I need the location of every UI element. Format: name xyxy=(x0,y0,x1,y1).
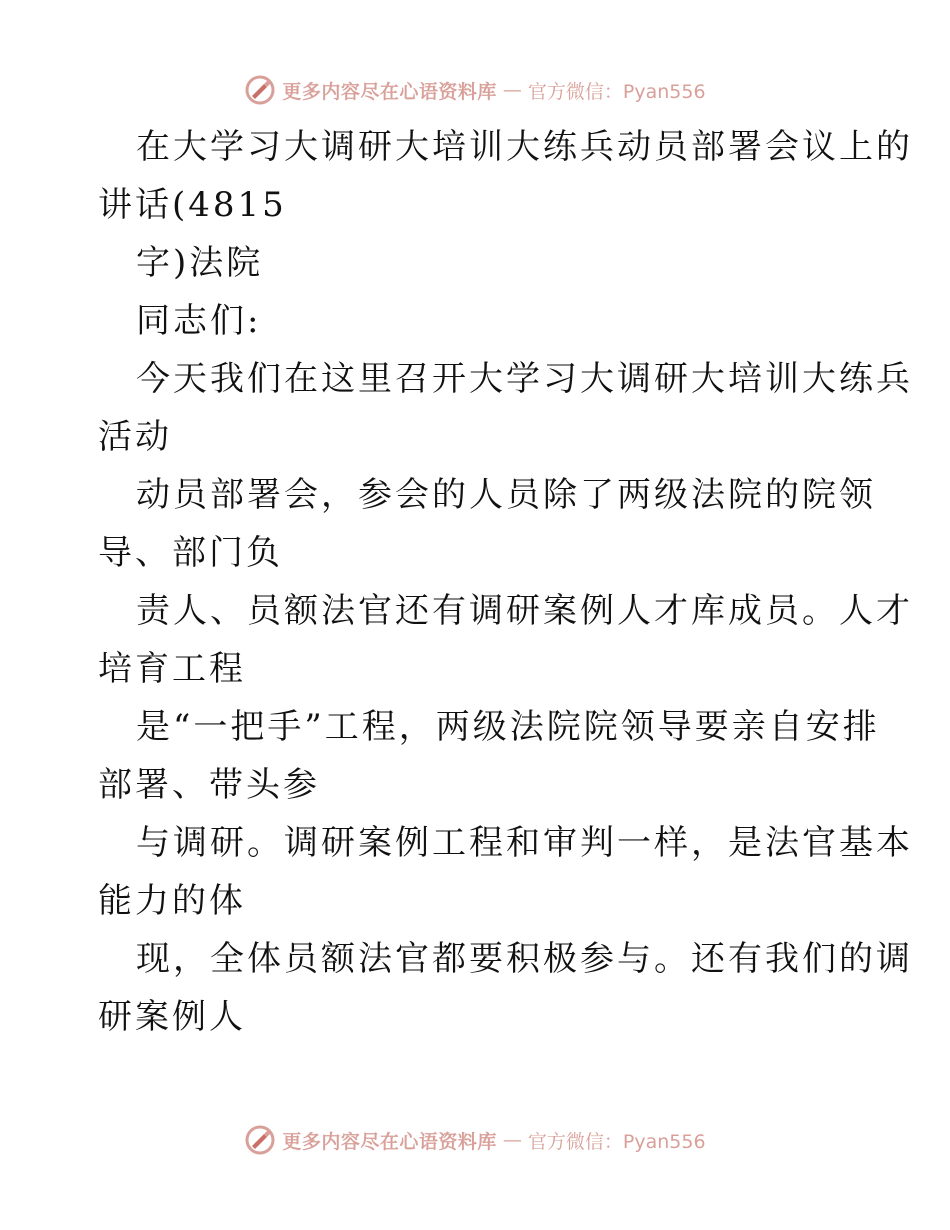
header-wechat-text: 官方微信：Pyan556 xyxy=(527,80,706,103)
doc-line: 研案例人 xyxy=(98,997,246,1037)
footer-separator: — xyxy=(502,1129,522,1151)
doc-line-title: 在大学习大调研大培训大练兵动员部署会议上的 xyxy=(136,127,913,167)
doc-line: 导、部门负 xyxy=(98,533,283,573)
header-watermark-banner xyxy=(0,72,950,108)
footer-watermark-banner xyxy=(0,1122,950,1158)
pen-logo-icon xyxy=(244,74,276,106)
doc-line: 培育工程 xyxy=(98,649,246,689)
doc-line: 现，全体员额法官都要积极参与。还有我们的调 xyxy=(136,939,913,979)
header-site-text: 更多内容尽在心语资料库 xyxy=(282,80,497,103)
doc-line: 是“一把手”工程，两级法院院领导要亲自安排 xyxy=(136,707,880,747)
doc-line: 讲话(4815 xyxy=(98,185,287,225)
doc-line: 与调研。调研案例工程和审判一样，是法官基本 xyxy=(136,823,913,863)
doc-line: 责人、员额法官还有调研案例人才库成员。人才 xyxy=(136,591,913,631)
doc-line: 部署、带头参 xyxy=(98,765,320,805)
document-body xyxy=(98,118,913,1046)
doc-line: 今天我们在这里召开大学习大调研大培训大练兵 xyxy=(136,359,913,399)
footer-wechat-text: 官方微信：Pyan556 xyxy=(527,1130,706,1153)
doc-line: 动员部署会，参会的人员除了两级法院的院领 xyxy=(136,475,876,515)
doc-line: 能力的体 xyxy=(98,881,246,921)
header-separator: — xyxy=(502,79,522,101)
doc-line: 字)法院 xyxy=(136,243,264,283)
doc-line-salutation: 同志们: xyxy=(136,301,262,341)
pen-logo-icon xyxy=(244,1124,276,1156)
doc-line: 活动 xyxy=(98,417,172,457)
footer-site-text: 更多内容尽在心语资料库 xyxy=(282,1130,497,1153)
